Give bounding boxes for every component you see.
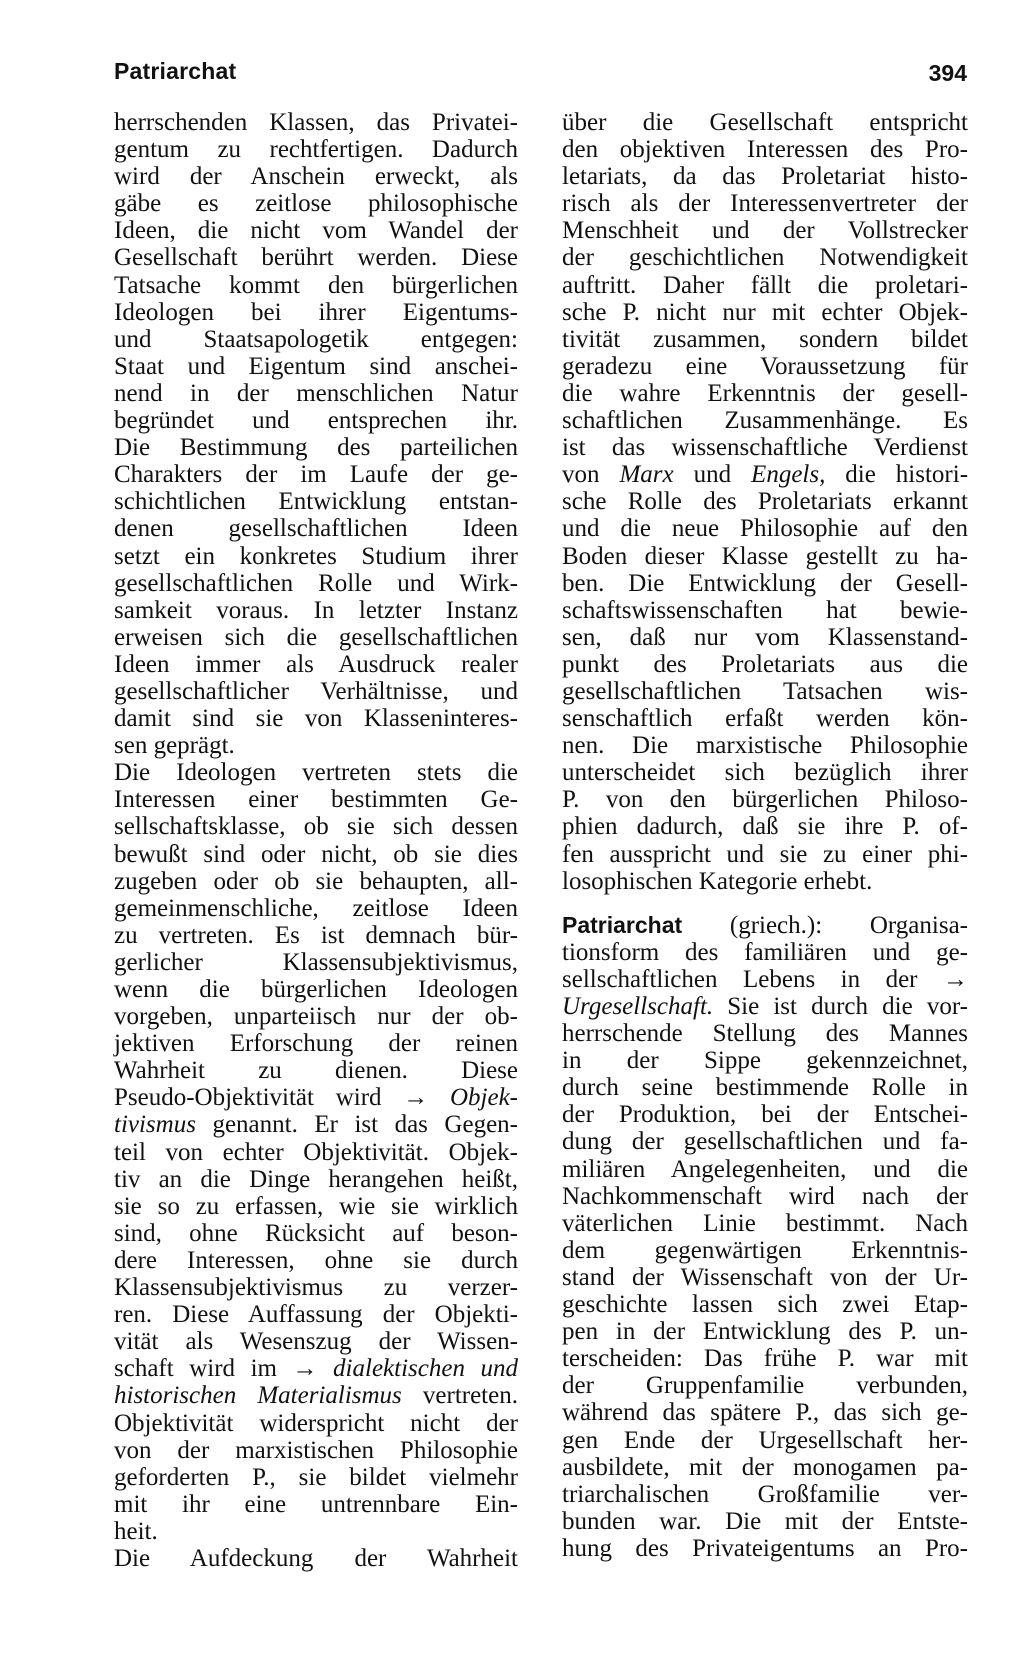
text-line: ben. Die Entwicklung der Gesell- bbox=[562, 569, 968, 597]
text-line: in der Sippe gekennzeichnet, bbox=[562, 1047, 968, 1075]
text-line: auftritt. Daher fällt die proletari- bbox=[562, 271, 968, 299]
text-line: P. von den bürgerlichen Philoso- bbox=[562, 786, 968, 814]
text-line: heit. bbox=[114, 1517, 158, 1545]
text-run: vertreten. bbox=[401, 1382, 518, 1410]
text-line: sie so zu erfassen, wie sie wirklich bbox=[114, 1192, 518, 1220]
text-line bbox=[114, 1355, 518, 1382]
person-name: Engels, bbox=[751, 461, 826, 489]
cross-reference: dialektischen und bbox=[333, 1355, 518, 1383]
text-run: Pseudo-Objektivität wird → bbox=[114, 1084, 450, 1112]
text-line: miliären Angelegenheiten, und die bbox=[562, 1155, 968, 1183]
text-line: sche P. nicht nur mit echter Objek- bbox=[562, 298, 968, 326]
text-line: wenn die bürgerlichen Ideologen bbox=[114, 976, 518, 1003]
text-line: väterlichen Linie bestimmt. Nach bbox=[562, 1209, 968, 1237]
text-line: damit sind sie von Klasseninteres- bbox=[114, 705, 518, 733]
text-line: risch als der Interessenvertreter der bbox=[562, 190, 968, 218]
text-line: jektiven Erforschung der reinen bbox=[114, 1030, 518, 1058]
text-line: gemeinmenschliche, zeitlose Ideen bbox=[114, 894, 518, 922]
text-line: senschaftlich erfaßt werden kön- bbox=[562, 705, 968, 733]
left-text-column bbox=[114, 109, 518, 1572]
text-line: nend in der menschlichen Natur bbox=[114, 379, 518, 407]
cross-reference: tivismus bbox=[114, 1111, 196, 1139]
text-line: schichtlichen Entwicklung entstan- bbox=[114, 488, 518, 516]
text-line: gesellschaftlichen Tatsachen wis- bbox=[562, 677, 968, 705]
text-line: sind, ohne Rücksicht auf beson- bbox=[114, 1219, 518, 1247]
cross-reference: historischen Materialismus bbox=[114, 1382, 402, 1410]
text-line: Ideen immer als Ausdruck realer bbox=[114, 650, 518, 678]
text-line: geradezu eine Voraussetzung für bbox=[562, 352, 968, 380]
text-line: sen, daß nur vom Klassenstand- bbox=[562, 623, 968, 651]
text-line: fen ausspricht und sie zu einer phi- bbox=[562, 840, 968, 868]
text-line: gesellschaftlicher Verhältnisse, und bbox=[114, 677, 518, 705]
text-line: terscheiden: Das frühe P. war mit bbox=[562, 1345, 968, 1373]
text-line: erweisen sich die gesellschaftlichen bbox=[114, 623, 518, 651]
text-line: Menschheit und der Vollstrecker bbox=[562, 217, 968, 245]
text-line bbox=[562, 461, 968, 488]
text-line: Boden dieser Klasse gestellt zu ha- bbox=[562, 542, 968, 570]
text-line: den objektiven Interessen des Pro- bbox=[562, 136, 968, 164]
text-run: schaft wird im → bbox=[114, 1355, 334, 1383]
text-run: und bbox=[673, 461, 752, 489]
text-line: die wahre Erkenntnis der gesell- bbox=[562, 379, 968, 407]
text-line: Interessen einer bestimmten Ge- bbox=[114, 786, 518, 814]
text-line: und die neue Philosophie auf den bbox=[562, 515, 968, 543]
text-line: Ideen, die nicht vom Wandel der bbox=[114, 217, 518, 245]
text-line: vorgeben, unparteiisch nur der ob- bbox=[114, 1003, 518, 1031]
text-run: (griech.): Organisa- bbox=[682, 911, 968, 939]
text-line bbox=[114, 1111, 518, 1138]
text-line: tiv an die Dinge herangehen heißt, bbox=[114, 1165, 518, 1193]
text-line: schaftswissenschaften hat bewie- bbox=[562, 596, 968, 624]
text-line: denen gesellschaftlichen Ideen bbox=[114, 515, 518, 543]
text-line: bewußt sind oder nicht, ob sie dies bbox=[114, 840, 518, 868]
text-line: Wahrheit zu dienen. Diese bbox=[114, 1057, 518, 1085]
text-line: Staat und Eigentum sind anschei- bbox=[114, 352, 518, 380]
entry-heading-line bbox=[562, 912, 968, 939]
page-number: 394 bbox=[928, 60, 967, 86]
text-line bbox=[562, 993, 968, 1020]
text-line: während das spätere P., das sich ge- bbox=[562, 1399, 968, 1427]
text-line: mit ihr eine untrennbare Ein- bbox=[114, 1490, 518, 1518]
text-line: stand der Wissenschaft von der Ur- bbox=[562, 1263, 968, 1291]
text-line: sellschaftlichen Lebens in der → bbox=[562, 965, 968, 993]
text-line: tionsform des familiären und ge- bbox=[562, 938, 968, 966]
text-line: unterscheidet sich bezüglich ihrer bbox=[562, 759, 968, 787]
text-line: punkt des Proletariats aus die bbox=[562, 650, 968, 678]
text-line bbox=[114, 1382, 518, 1409]
text-line: Charakters der im Laufe der ge- bbox=[114, 461, 518, 489]
text-line: Tatsache kommt den bürgerlichen bbox=[114, 271, 518, 299]
text-line: vität als Wesenszug der Wissen- bbox=[114, 1328, 518, 1356]
text-line: sellschaftsklasse, ob sie sich dessen bbox=[114, 813, 518, 841]
text-line: nen. Die marxistische Philosophie bbox=[562, 732, 968, 760]
text-run: Sie ist durch die vor- bbox=[713, 993, 968, 1020]
text-line: gerlicher Klassensubjektivismus, bbox=[114, 948, 518, 976]
text-line: Nachkommenschaft wird nach der bbox=[562, 1182, 968, 1210]
text-line: gentum zu rechtfertigen. Dadurch bbox=[114, 136, 518, 164]
text-line: Die Ideologen vertreten stets die bbox=[114, 759, 518, 787]
text-line: geschichte lassen sich zwei Etap- bbox=[562, 1291, 968, 1319]
text-line: sen geprägt. bbox=[114, 732, 235, 760]
text-line: triarchalischen Großfamilie ver- bbox=[562, 1480, 968, 1508]
text-line: dere Interessen, ohne sie durch bbox=[114, 1246, 518, 1274]
text-line: gäbe es zeitlose philosophische bbox=[114, 190, 518, 218]
right-text-column bbox=[562, 109, 968, 1562]
text-line: begründet und entsprechen ihr. bbox=[114, 407, 518, 435]
running-header-title: Patriarchat bbox=[114, 58, 237, 84]
text-line: sche Rolle des Proletariats erkannt bbox=[562, 488, 968, 516]
text-line: der geschichtlichen Notwendigkeit bbox=[562, 244, 968, 272]
text-line: und Staatsapologetik entgegen: bbox=[114, 325, 518, 353]
text-line: samkeit voraus. In letzter Instanz bbox=[114, 596, 518, 624]
text-line: Die Bestimmung des parteilichen bbox=[114, 434, 518, 462]
text-line: über die Gesellschaft entspricht bbox=[562, 109, 968, 136]
cross-reference: Urgesellschaft. bbox=[562, 993, 714, 1020]
text-line: Objektivität widerspricht nicht der bbox=[114, 1409, 518, 1437]
text-line: Ideologen bei ihrer Eigentums- bbox=[114, 298, 518, 326]
text-line: ausbildete, mit der monogamen pa- bbox=[562, 1453, 968, 1481]
text-run: von bbox=[562, 461, 620, 489]
cross-reference: Objek- bbox=[449, 1084, 518, 1112]
text-line: gesellschaftlichen Rolle und Wirk- bbox=[114, 569, 518, 597]
text-line: schaftlichen Zusammenhänge. Es bbox=[562, 407, 968, 435]
text-run: die histori- bbox=[825, 461, 969, 489]
text-line: geforderten P., sie bildet vielmehr bbox=[114, 1463, 518, 1491]
text-line: durch seine bestimmende Rolle in bbox=[562, 1074, 968, 1102]
text-line: Klassensubjektivismus zu verzer- bbox=[114, 1274, 518, 1302]
text-line: herrschende Stellung des Mannes bbox=[562, 1020, 968, 1048]
text-line: phien dadurch, daß sie ihre P. of- bbox=[562, 813, 968, 841]
text-line: hung des Privateigentums an Pro- bbox=[562, 1534, 968, 1562]
entry-keyword: Patriarchat bbox=[562, 911, 683, 938]
text-line bbox=[114, 1084, 518, 1111]
text-line: wird der Anschein erweckt, als bbox=[114, 163, 518, 191]
text-line: losophischen Kategorie erhebt. bbox=[562, 867, 873, 895]
text-run: genannt. Er ist das Gegen- bbox=[195, 1111, 518, 1139]
text-line: tivität zusammen, sondern bildet bbox=[562, 325, 968, 353]
text-line: Gesellschaft berührt werden. Diese bbox=[114, 244, 518, 272]
text-line: teil von echter Objektivität. Objek- bbox=[114, 1138, 518, 1166]
text-line: ist das wissenschaftliche Verdienst bbox=[562, 434, 968, 462]
text-line: letariats, da das Proletariat histo- bbox=[562, 163, 968, 191]
person-name: Marx bbox=[619, 461, 674, 489]
text-line: Die Aufdeckung der Wahrheit bbox=[114, 1544, 518, 1572]
text-line: zugeben oder ob sie behaupten, all- bbox=[114, 867, 518, 895]
text-line: von der marxistischen Philosophie bbox=[114, 1436, 518, 1464]
text-line: gen Ende der Urgesellschaft her- bbox=[562, 1426, 968, 1454]
text-line: dem gegenwärtigen Erkenntnis- bbox=[562, 1236, 968, 1264]
text-line: ren. Diese Auffassung der Objekti- bbox=[114, 1301, 518, 1329]
text-line: zu vertreten. Es ist demnach bür- bbox=[114, 921, 518, 949]
text-line: pen in der Entwicklung des P. un- bbox=[562, 1318, 968, 1346]
text-line: bunden war. Die mit der Entste- bbox=[562, 1507, 968, 1535]
text-line: setzt ein konkretes Studium ihrer bbox=[114, 542, 518, 570]
text-line: der Produktion, bei der Entschei- bbox=[562, 1101, 968, 1129]
text-line: der Gruppenfamilie verbunden, bbox=[562, 1372, 968, 1400]
text-line: herrschenden Klassen, das Privatei- bbox=[114, 109, 518, 136]
text-line: dung der gesellschaftlichen und fa- bbox=[562, 1128, 968, 1156]
